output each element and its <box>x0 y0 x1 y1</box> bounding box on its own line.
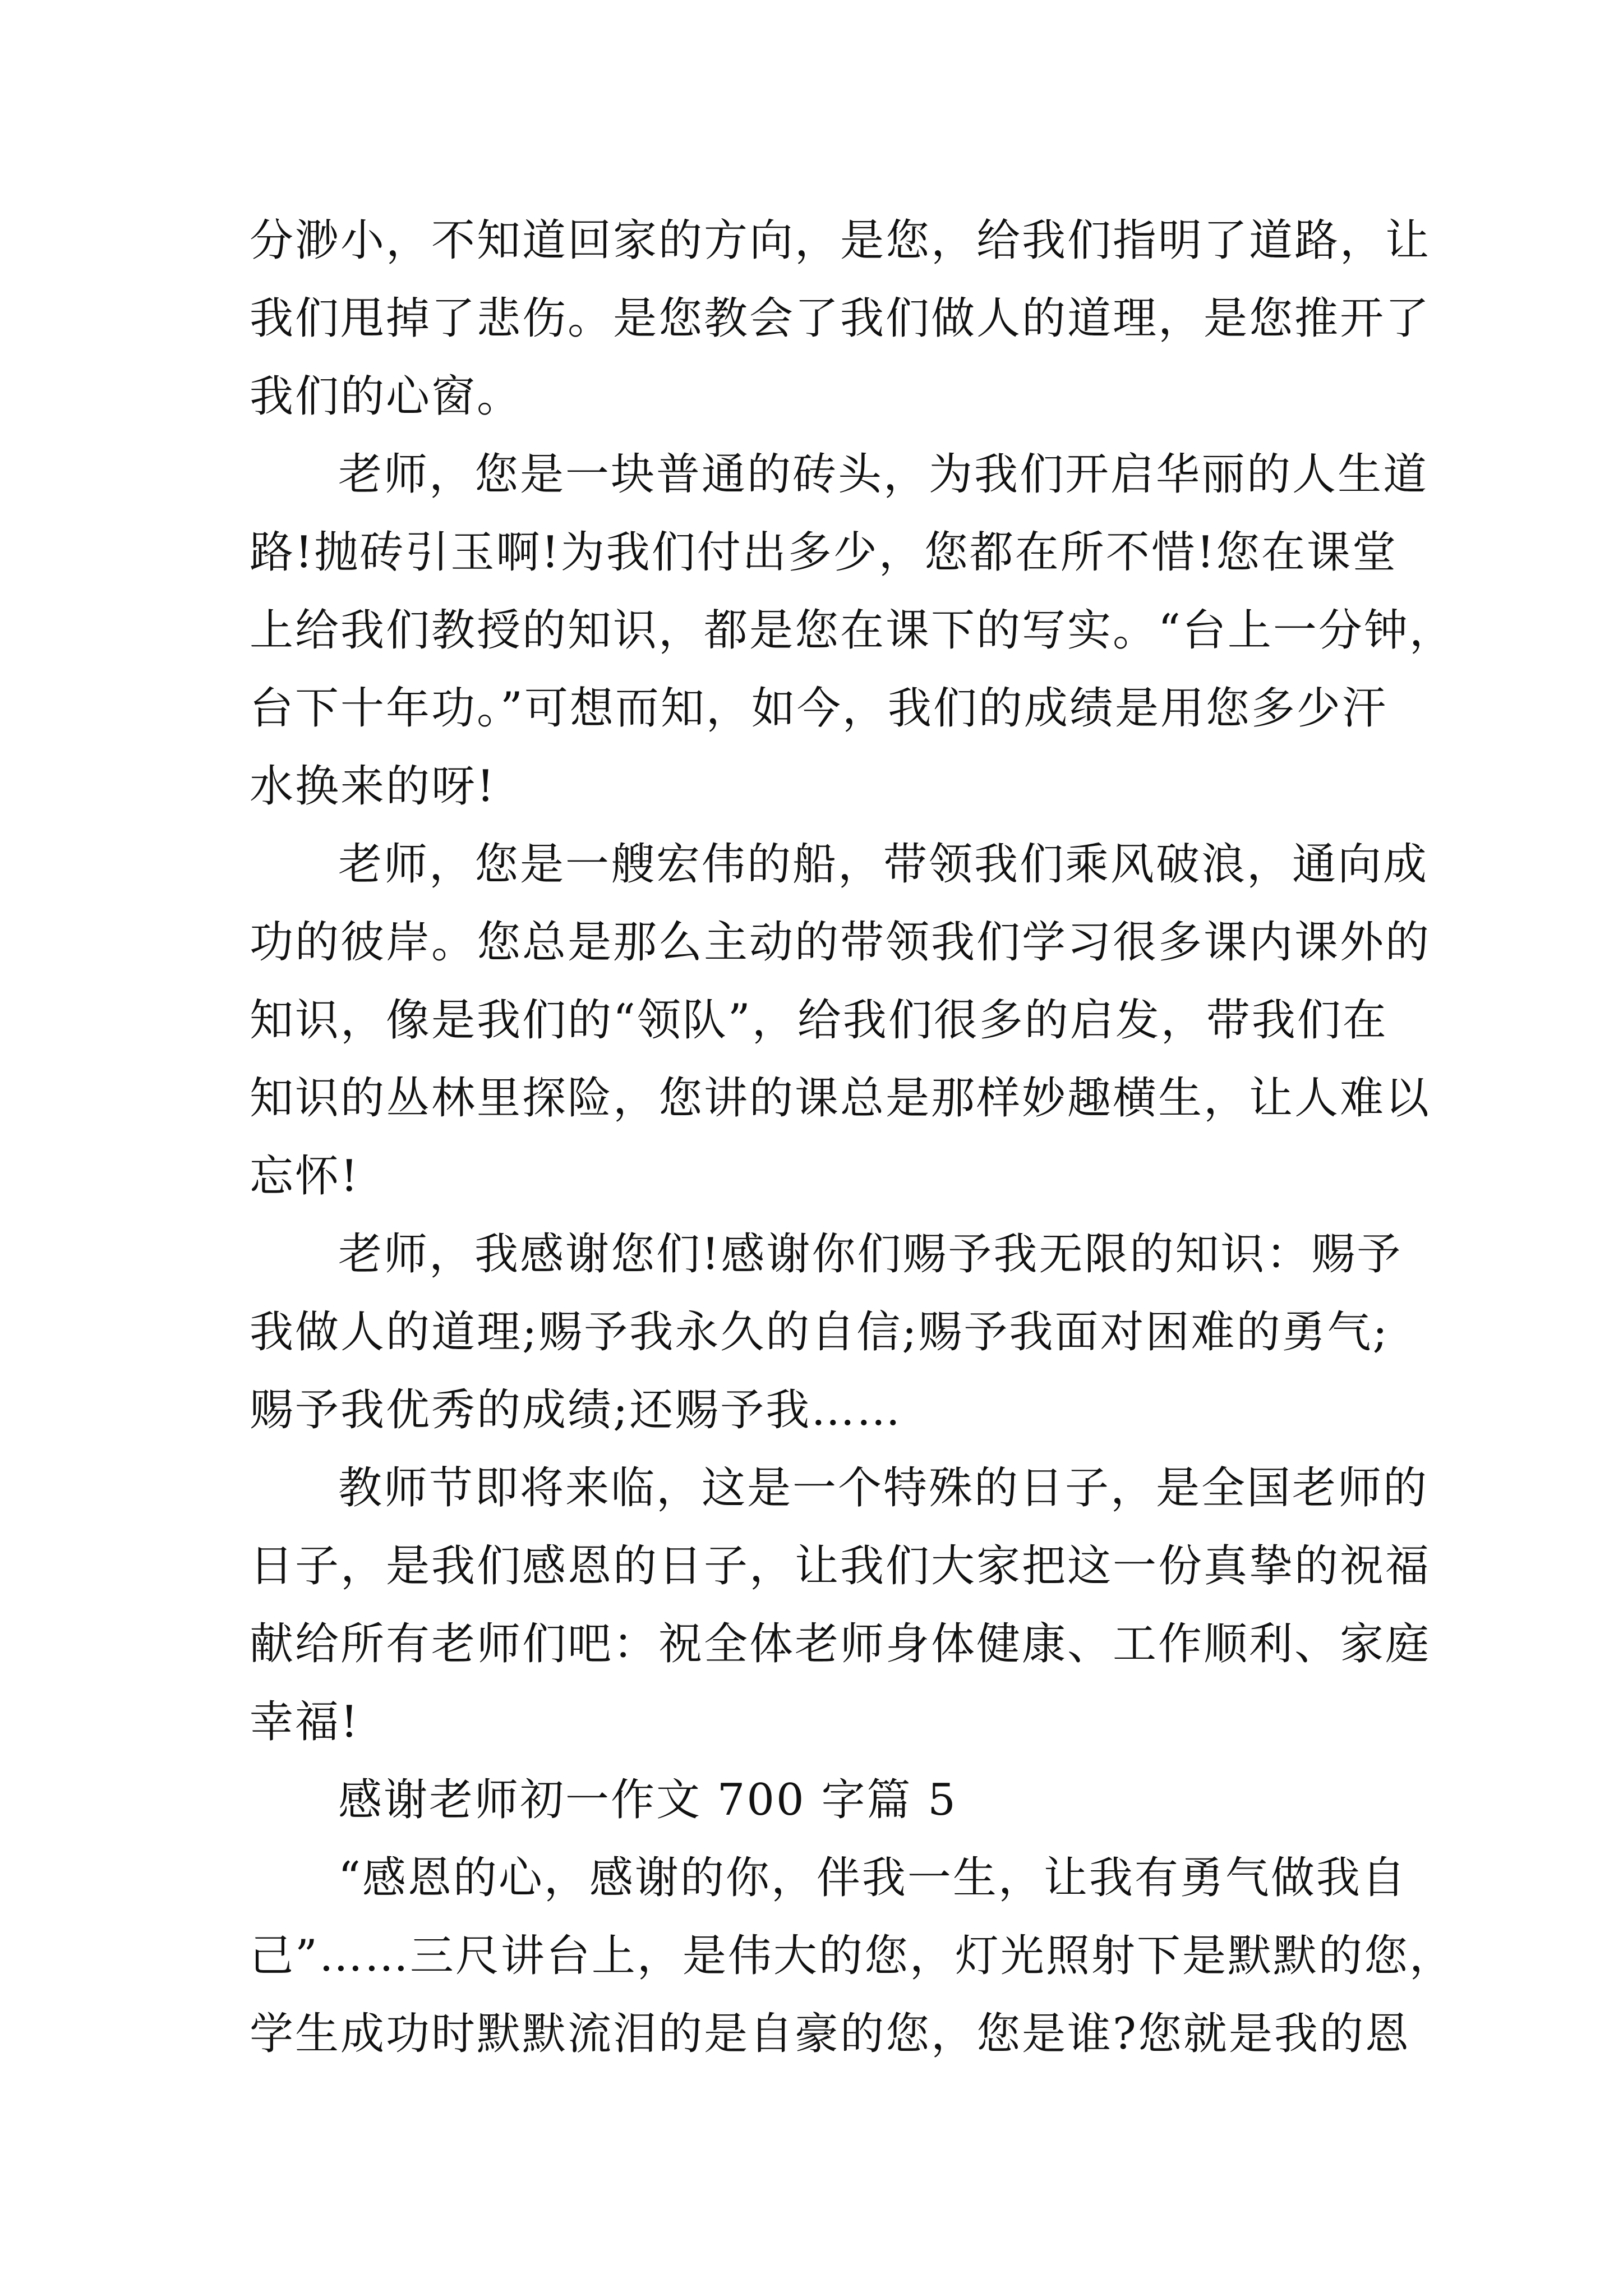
text-line: 我们甩掉了悲伤。是您教会了我们做人的道理，是您推开了 <box>250 293 1431 344</box>
paragraph-first-line: 老师，您是一块普通的砖头，为我们开启华丽的人生道 <box>338 449 1429 500</box>
text-line: 上给我们教授的知识，都是您在课下的写实。“台上一分钟， <box>250 605 1455 656</box>
text-line: 日子，是我们感恩的日子，让我们大家把这一份真挚的祝福 <box>250 1541 1431 1591</box>
paragraph-first-line: “感恩的心，感谢的你，伴我一生，让我有勇气做我自 <box>338 1853 1407 1903</box>
text-line: 我们的心窗。 <box>250 371 523 422</box>
text-line: 台下十年功。”可想而知，如今，我们的成绩是用您多少汗 <box>250 683 1387 734</box>
document-body <box>250 202 1455 2073</box>
text-line: 水换来的呀! <box>250 761 496 812</box>
text-line: 幸福! <box>250 1697 360 1747</box>
paragraph-first-line: 教师节即将来临，这是一个特殊的日子，是全国老师的 <box>338 1463 1429 1513</box>
text-line: 赐予我优秀的成绩;还赐予我…… <box>250 1385 902 1435</box>
text-line: 学生成功时默默流泪的是自豪的您，您是谁?您就是我的恩 <box>250 2009 1410 2059</box>
text-line: 忘怀! <box>250 1151 360 1202</box>
text-line: 知识，像是我们的“领队”，给我们很多的启发，带我们在 <box>250 995 1388 1046</box>
text-line: 路!抛砖引玉啊!为我们付出多少，您都在所不惜!您在课堂 <box>250 527 1398 578</box>
paragraph-first-line: 老师，我感谢您们!感谢你们赐予我无限的知识：赐予 <box>338 1229 1403 1280</box>
paragraph-first-line: 老师，您是一艘宏伟的船，带领我们乘风破浪，通向成 <box>338 839 1429 890</box>
text-line: 己”……三尺讲台上，是伟大的您，灯光照射下是默默的您， <box>250 1931 1455 1981</box>
text-line: 我做人的道理;赐予我永久的自信;赐予我面对困难的勇气; <box>250 1307 1389 1358</box>
text-line: 分渺小，不知道回家的方向，是您，给我们指明了道路，让 <box>250 215 1431 266</box>
section-heading: 感谢老师初一作文 700 字篇 5 <box>338 1775 957 1825</box>
text-line: 献给所有老师们吧：祝全体老师身体健康、工作顺利、家庭 <box>250 1619 1431 1669</box>
text-line: 知识的丛林里探险，您讲的课总是那样妙趣横生，让人难以 <box>250 1073 1431 1124</box>
text-line: 功的彼岸。您总是那么主动的带领我们学习很多课内课外的 <box>250 917 1431 968</box>
